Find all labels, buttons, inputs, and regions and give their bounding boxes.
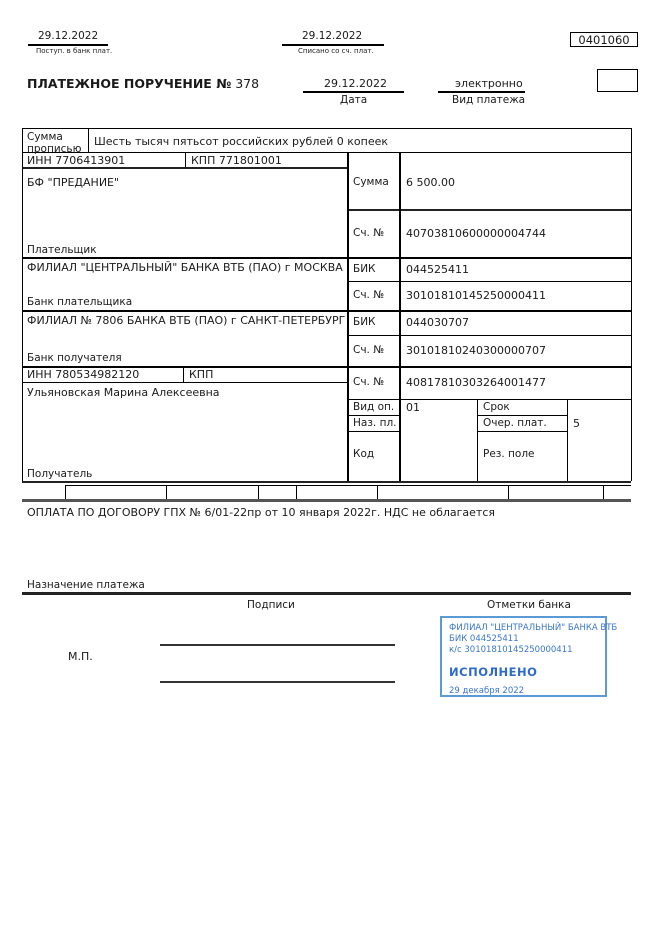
code-label: Код [353,448,375,460]
priority-value: 5 [573,417,580,430]
amount-words-label: Сумма прописью [27,131,82,155]
table-line [22,499,631,502]
table-line [22,128,631,129]
form-code: 0401060 [578,32,630,47]
empty-code-box [597,69,638,92]
table-line [567,399,568,481]
document-title [27,76,259,91]
beneficiary-bank-bik-label: БИК [353,316,376,328]
table-line [399,152,401,481]
beneficiary-bank-bik: 044030707 [406,316,469,329]
title-label: ПЛАТЕЖНОЕ ПОРУЧЕНИЕ № [27,76,232,91]
table-line [22,310,631,312]
beneficiary-account-label: Сч. № [353,376,385,388]
table-line [296,485,297,499]
table-line [22,481,631,483]
op-kind-value: 01 [406,401,420,414]
table-line [65,485,66,499]
payer-bank-bik-label: БИК [353,263,376,275]
amount-words-value: Шесть тысяч пятьсот российских рублей 0 копеек [94,135,389,148]
payer-account-label: Сч. № [353,227,385,239]
pay-purpose-code-label: Наз. пл. [353,417,397,429]
bank-stamp [440,616,618,697]
table-line [477,415,567,416]
payment-kind-underline [438,91,525,93]
op-kind-label: Вид оп. [353,401,395,413]
table-line [631,128,632,481]
doc-number: 378 [235,76,260,91]
table-line [88,128,89,152]
amount-value: 6 500.00 [406,176,455,189]
table-line [185,152,186,167]
payer-bank-caption: Банк плательщика [27,296,133,308]
purpose-caption: Назначение платежа [27,579,145,591]
table-line [22,128,23,481]
stamp-corr-account: к/с 30101810145250000411 [449,645,573,655]
table-line [22,257,631,259]
table-line [347,281,631,282]
beneficiary-name: Ульяновская Марина Алексеевна [27,386,220,399]
debited-date-caption: Списано со сч. плат. [298,47,374,55]
payer-bank-name: ФИЛИАЛ "ЦЕНТРАЛЬНЫЙ" БАНКА ВТБ (ПАО) г МОСКВА [27,261,343,274]
payer-bank-account: 30101810145250000411 [406,289,546,302]
table-line [347,152,349,481]
received-date-caption: Поступ. в банк плат. [36,47,113,55]
table-line [477,431,567,432]
bank-marks-label: Отметки банка [487,599,571,611]
table-line [347,415,399,416]
payment-kind: электронно [455,77,523,90]
stamp-status: ИСПОЛНЕНО [449,665,538,679]
table-line [258,485,259,499]
table-line [166,485,167,499]
amount-label: Сумма [353,176,389,188]
beneficiary-account: 40817810303264001477 [406,376,546,389]
payer-bank-account-label: Сч. № [353,289,385,301]
doc-date: 29.12.2022 [324,77,387,90]
table-line [508,485,509,499]
table-line [347,335,631,336]
table-line [347,431,399,432]
stamp-bank-name: ФИЛИАЛ "ЦЕНТРАЛЬНЫЙ" БАНКА ВТБ [449,623,618,633]
table-line [22,167,347,169]
payer-inn: ИНН 7706413901 [27,154,126,167]
signature-line-2 [160,681,395,683]
beneficiary-bank-name: ФИЛИАЛ № 7806 БАНКА ВТБ (ПАО) г САНКТ-ПЕТЕРБУРГ [27,314,346,327]
signature-line-1 [160,644,395,646]
debited-date-underline [282,44,384,46]
signatures-label: Подписи [247,599,295,611]
doc-date-underline [303,91,404,93]
stamp-bik: БИК 044525411 [449,634,519,644]
doc-date-caption: Дата [340,94,368,106]
table-line [347,209,631,211]
form-code-box [570,32,638,47]
table-line [183,366,184,382]
reserve-label: Рез. поле [483,448,535,460]
payer-name: БФ "ПРЕДАНИЕ" [27,176,120,189]
purpose-underline [22,592,631,595]
table-line [22,382,347,383]
term-label: Срок [483,401,510,413]
beneficiary-bank-account-label: Сч. № [353,344,385,356]
mp-label: М.П. [68,650,93,663]
debited-date: 29.12.2022 [302,30,363,42]
received-date-underline [28,44,108,46]
payer-caption: Плательщик [27,244,97,256]
beneficiary-kpp: КПП [189,368,214,381]
table-line [477,399,478,481]
payment-kind-caption: Вид платежа [452,94,526,106]
payer-bank-bik: 044525411 [406,263,469,276]
purpose-text: ОПЛАТА ПО ДОГОВОРУ ГПХ № 6/01-22пр от 10 января 2022г. НДС не облагается [27,506,496,519]
beneficiary-caption: Получатель [27,468,93,480]
received-date: 29.12.2022 [38,30,99,42]
payer-kpp: КПП 771801001 [191,154,282,167]
table-line [65,485,631,486]
table-line [377,485,378,499]
beneficiary-bank-account: 30101810240300000707 [406,344,546,357]
table-line [22,152,631,153]
beneficiary-bank-caption: Банк получателя [27,352,122,364]
payer-account: 40703810600000004744 [406,227,546,240]
table-line [603,485,604,499]
table-line [347,399,631,400]
stamp-date: 29 декабря 2022 [449,686,525,696]
beneficiary-inn: ИНН 780534982120 [27,368,140,381]
priority-label: Очер. плат. [483,417,547,429]
